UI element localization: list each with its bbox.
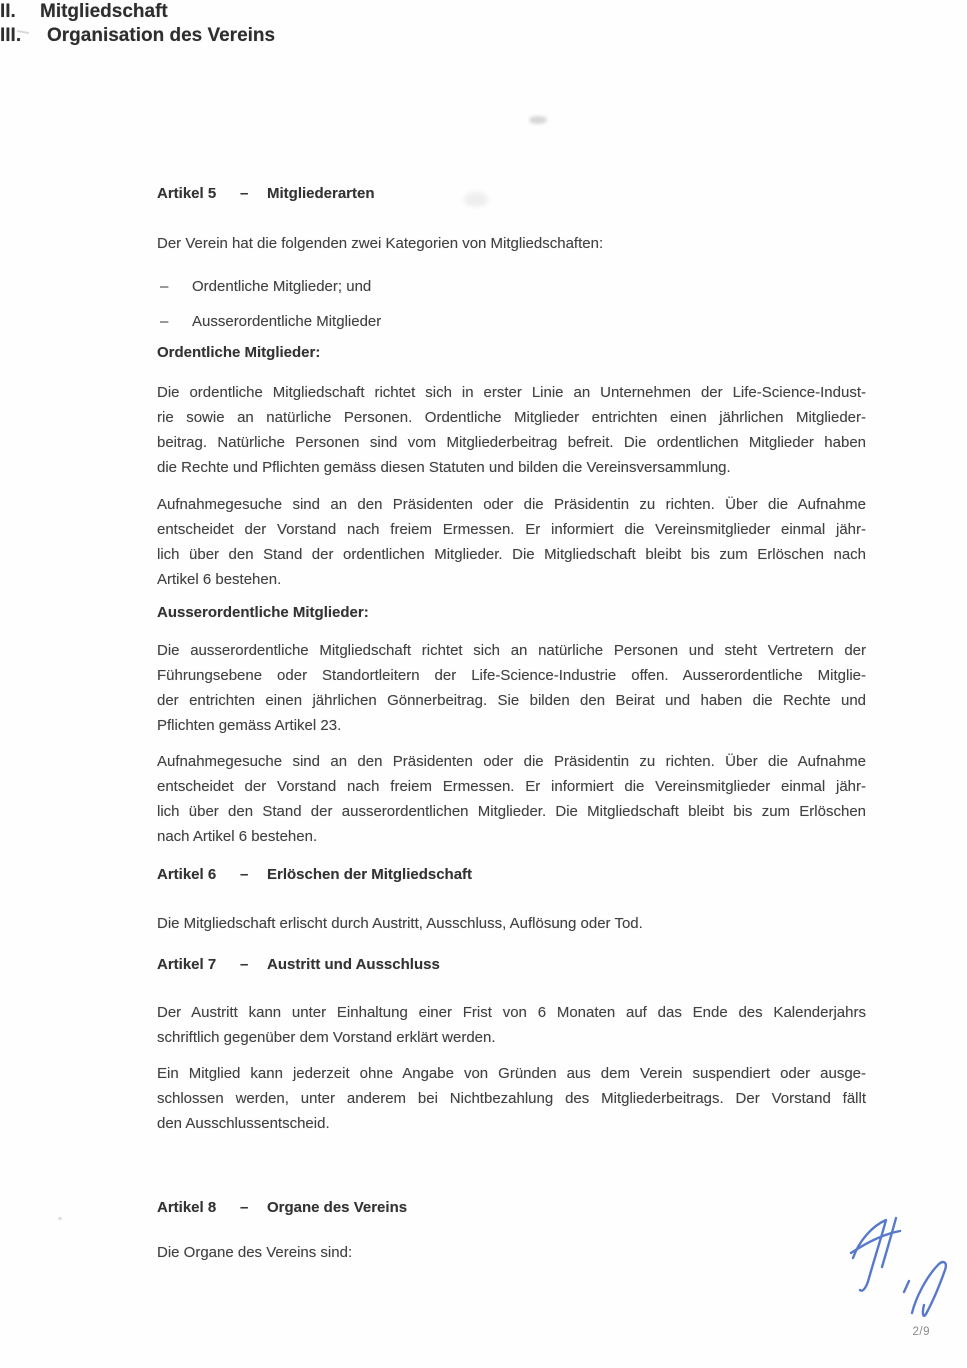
- chapter-title: Mitgliedschaft: [40, 1, 168, 22]
- handwritten-signature: [845, 1212, 957, 1320]
- text-line: schlossen werden, unter anderem bei Nichtbezahlung des Mitgliederbeitrags. Der Vorstand fällt: [157, 1090, 866, 1107]
- text-line: schriftlich gegenüber dem Vorstand erklärt werden.: [157, 1029, 496, 1046]
- paragraph-article-7-2: [157, 1061, 866, 1136]
- article-number: Artikel 6: [157, 866, 217, 883]
- paragraph-article-6: Die Mitgliedschaft erlischt durch Austritt, Ausschluss, Auflösung oder Tod.: [157, 915, 643, 932]
- text-line: entscheidet der Vorstand nach freiem Ermessen. Er informiert die Vereinsmitglieder einmal jähr-: [157, 778, 866, 795]
- article-8-heading: [157, 1198, 866, 1218]
- text-line: Aufnahmegesuche sind an den Präsidenten oder die Präsidentin zu richten. Über die Aufnahme: [157, 496, 866, 513]
- text-line: nach Artikel 6 bestehen.: [157, 828, 318, 845]
- subheading-extraordinary-members: Ausserordentliche Mitglieder:: [157, 604, 369, 621]
- paragraph-article-7-1: [157, 1000, 866, 1050]
- article-title: Mitgliederarten: [267, 185, 375, 202]
- list-item-ordinary-members: [160, 274, 869, 299]
- text-line: Die ausserordentliche Mitgliedschaft richtet sich an natürliche Personen und steht Vertretern der: [157, 642, 866, 659]
- list-item-label: Ordentliche Mitglieder; und: [192, 278, 372, 295]
- text-line: Ein Mitglied kann jederzeit ohne Angabe von Gründen aus dem Verein suspendiert oder ausge-: [157, 1065, 866, 1082]
- article-dash: –: [240, 1199, 249, 1216]
- signature-stroke: [853, 1220, 886, 1291]
- chapter-number: II.: [0, 1, 16, 22]
- paragraph-extraordinary-2: [157, 749, 866, 849]
- text-line: beitrag. Natürliche Personen sind vom Mitgliederbeitrag befreit. Die ordentlichen Mitglieder haben: [157, 434, 866, 451]
- list-dash: –: [160, 313, 169, 330]
- text-line: Artikel 6 bestehen.: [157, 571, 282, 588]
- text-line: Führungsebene oder Standortleitern der Life-Science-Industrie offen. Ausserordentliche Mitglie-: [157, 667, 866, 684]
- article-title: Organe des Vereins: [267, 1199, 408, 1216]
- text-line: lich über den Stand der ausserordentlichen Mitglieder. Die Mitgliedschaft bleibt bis zum Erlöschen: [157, 803, 866, 820]
- chapter-heading-organisation: [0, 24, 967, 48]
- article-dash: –: [240, 185, 249, 202]
- article-title: Erlöschen der Mitgliedschaft: [267, 866, 473, 883]
- text-line: Aufnahmegesuche sind an den Präsidenten oder die Präsidentin zu richten. Über die Aufnahme: [157, 753, 866, 770]
- chapter-title: Organisation des Vereins: [47, 25, 276, 46]
- scan-artifact-smudge: [529, 116, 547, 124]
- signature-stroke: [912, 1262, 946, 1316]
- article-number: Artikel 8: [157, 1199, 217, 1216]
- scan-artifact-dot: [58, 1217, 62, 1220]
- chapter-number: III.: [0, 25, 22, 46]
- article-title: Austritt und Ausschluss: [267, 956, 440, 973]
- text-line: Der Austritt kann unter Einhaltung einer Frist von 6 Monaten auf das Ende des Kalenderjahrs: [157, 1004, 866, 1021]
- paragraph-ordinary-1: [157, 380, 866, 480]
- paragraph-ordinary-2: [157, 492, 866, 592]
- text-line: der entrichten einen jährlichen Gönnerbeitrag. Sie bilden den Beirat und haben die Rechte und: [157, 692, 866, 709]
- list-item-label: Ausserordentliche Mitglieder: [192, 313, 382, 330]
- paragraph-extraordinary-1: [157, 638, 866, 738]
- text-line: rie sowie an natürliche Personen. Ordentliche Mitglieder entrichten einen jährlichen Mitglieder-: [157, 409, 866, 426]
- article-dash: –: [240, 866, 249, 883]
- text-line: den Ausschlussentscheid.: [157, 1115, 330, 1132]
- article-5-heading: [157, 184, 866, 204]
- text-line: Die ordentliche Mitgliedschaft richtet sich in erster Linie an Unternehmen der Life-Science-Indust-: [157, 384, 866, 401]
- text-line: die Rechte und Pflichten gemäss diesen Statuten und bilden die Vereinsversammlung.: [157, 459, 731, 476]
- paragraph-membership-intro: Der Verein hat die folgenden zwei Kategorien von Mitgliedschaften:: [157, 235, 604, 252]
- article-6-heading: [157, 865, 866, 885]
- text-line: lich über den Stand der ordentlichen Mitglieder. Die Mitgliedschaft bleibt bis zum Erlöschen nach: [157, 546, 866, 563]
- text-line: Pflichten gemäss Artikel 23.: [157, 717, 342, 734]
- paragraph-article-8: Die Organe des Vereins sind:: [157, 1244, 353, 1261]
- list-item-extraordinary-members: [160, 309, 869, 334]
- article-dash: –: [240, 956, 249, 973]
- article-number: Artikel 5: [157, 185, 217, 202]
- chapter-heading-membership: [0, 0, 967, 24]
- page-number: 2/9: [912, 1326, 930, 1338]
- subheading-ordinary-members: Ordentliche Mitglieder:: [157, 344, 321, 361]
- article-7-heading: [157, 955, 866, 975]
- text-line: entscheidet der Vorstand nach freiem Ermessen. Er informiert die Vereinsmitglieder einmal jähr-: [157, 521, 866, 538]
- list-dash: –: [160, 278, 169, 295]
- article-number: Artikel 7: [157, 956, 217, 973]
- signature-stroke: [904, 1281, 909, 1292]
